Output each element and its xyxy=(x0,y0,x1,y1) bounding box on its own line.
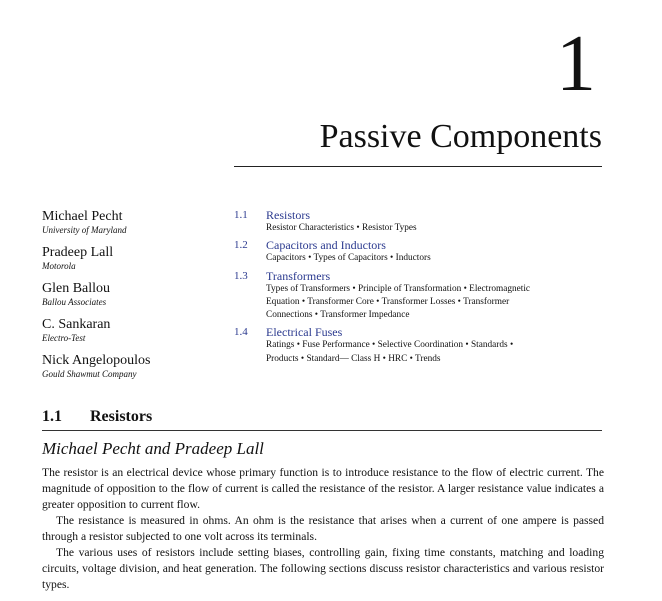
chapter-number: 1 xyxy=(556,20,596,108)
toc-number: 1.2 xyxy=(234,239,248,252)
author-name: C. Sankaran xyxy=(42,317,111,332)
toc-number: 1.1 xyxy=(234,209,248,221)
toc-subtopics: Resistor Characteristics • Resistor Types xyxy=(266,223,417,233)
author-name: Glen Ballou xyxy=(42,281,111,296)
author-name: Pradeep Lall xyxy=(42,245,114,260)
author-affiliation: Motorola xyxy=(42,261,76,271)
author-entry xyxy=(42,281,222,308)
author-affiliation: University of Maryland xyxy=(42,225,127,235)
toc-entry xyxy=(234,238,544,265)
section-rule xyxy=(42,430,602,431)
author-entry xyxy=(42,353,222,380)
toc-entry xyxy=(234,325,544,366)
toc-number: 1.3 xyxy=(234,269,248,282)
section-heading xyxy=(42,407,602,427)
author-affiliation: Gould Shawmut Company xyxy=(42,369,137,379)
toc-subtopics: Ratings • Fuse Performance • Selective Coordination • Standards • Products • Standard— Class H • HRC • Trends xyxy=(266,340,514,364)
author-name: Nick Angelopoulos xyxy=(42,353,151,368)
section-body xyxy=(42,465,604,593)
toc-subtopics: Capacitors • Types of Capacitors • Inductors xyxy=(266,253,431,264)
toc-subtopics: Types of Transformers • Principle of Transformation • Electromagnetic Equation • Transformer Core • Transformer Losses • Transformer Connections • Transformer Impedance xyxy=(266,283,531,321)
chapter-title: Passive Components xyxy=(319,118,602,155)
author-entry xyxy=(42,245,222,272)
author-affiliation: Ballou Associates xyxy=(42,297,107,307)
section-authors: Michael Pecht and Pradeep Lall xyxy=(42,439,264,458)
toc-entry xyxy=(234,269,544,323)
section-number: 1.1 xyxy=(42,408,62,425)
toc-link-capacitors-inductors[interactable]: Capacitors and Inductors xyxy=(266,238,386,253)
chapter-authors xyxy=(42,209,222,389)
chapter-contents xyxy=(234,208,544,369)
author-affiliation: Electro-Test xyxy=(42,333,86,343)
author-name: Michael Pecht xyxy=(42,209,123,224)
toc-link-electrical-fuses[interactable]: Electrical Fuses xyxy=(266,325,343,340)
author-entry xyxy=(42,209,222,236)
author-entry xyxy=(42,317,222,344)
body-paragraph: The various uses of resistors include setting biases, controlling gain, fixing time constants, matching and loading circuits, voltage division, and heat generation. The following sections discuss resistor characteristics and various resistor types. xyxy=(42,546,604,591)
body-paragraph: The resistor is an electrical device whose primary function is to introduce resistance to the flow of electric current. The magnitude of opposition to the flow of current is called the resistance of the resistor. A larger resistance value indicates a greater opposition to current flow. xyxy=(42,466,604,511)
toc-link-transformers[interactable]: Transformers xyxy=(266,268,331,283)
toc-entry xyxy=(234,208,544,235)
chapter-title-rule xyxy=(234,166,602,167)
section-title: Resistors xyxy=(90,408,153,425)
toc-number: 1.4 xyxy=(234,326,248,339)
toc-link-resistors[interactable]: Resistors xyxy=(266,208,311,222)
body-paragraph: The resistance is measured in ohms. An ohm is the resistance that arises when a current of one ampere is passed through a resistor subjected to one volt across its terminals. xyxy=(42,514,604,543)
